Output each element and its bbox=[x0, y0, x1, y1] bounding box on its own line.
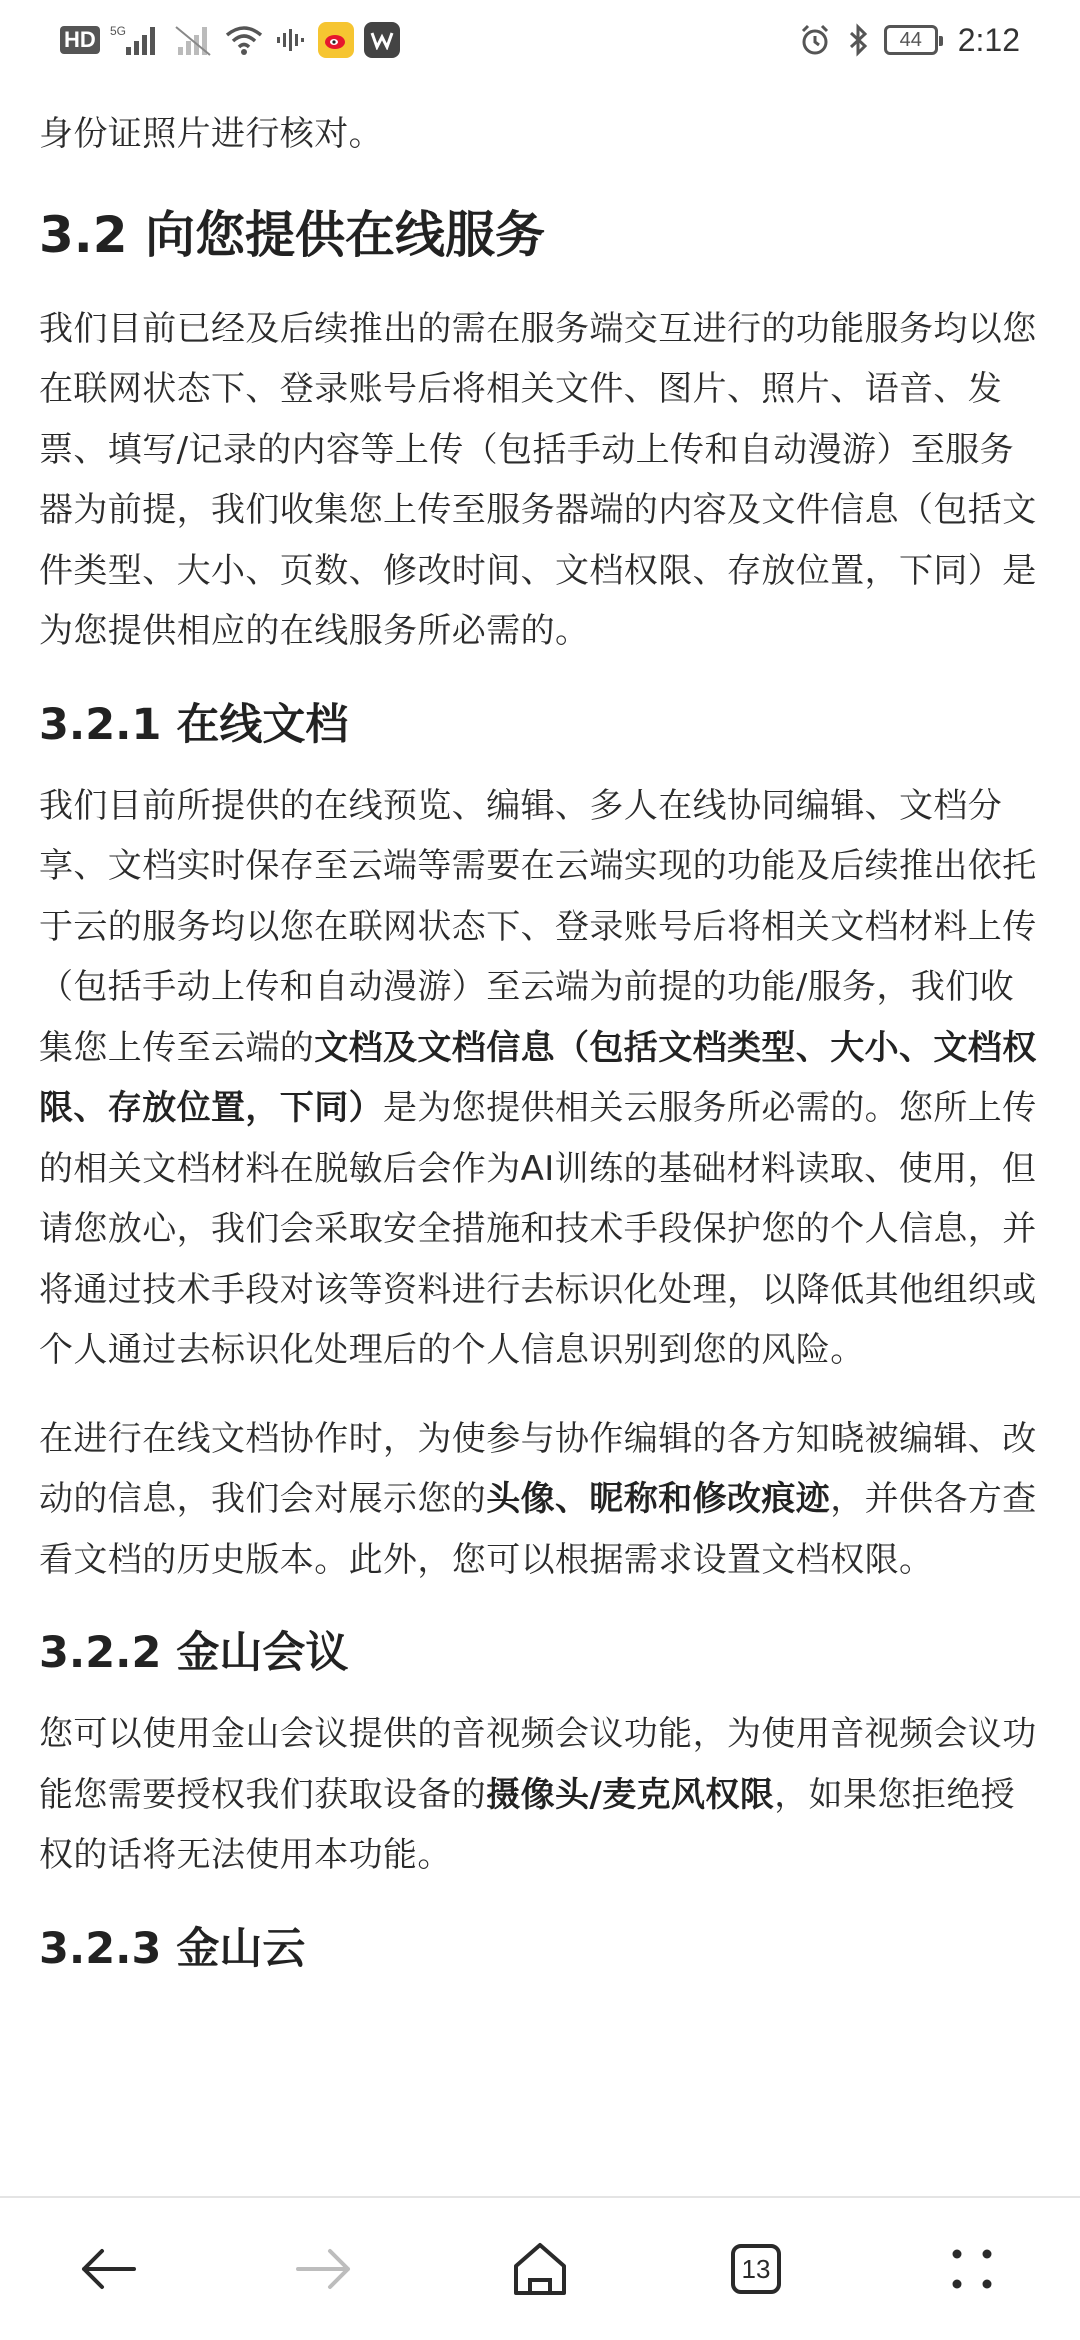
paragraph-text: 我们目前所提供的在线预览、编辑、多人在线协同编辑、文档分享、文档实时保存至云端等需要在云端实现的功能及后续推出依托于云的服务均以您在联网状态下、登录账号后将相关文档材料上传（包括手动上传和自动漫游）至云端为前提的功能/服务，我们收集您上传至云端的 bbox=[39, 785, 1037, 1068]
status-left-group bbox=[60, 22, 400, 58]
paragraph-text: 是为您提供相关云服务所必需的。您所上传的相关文档材料在脱敏后会作为AI训练的基础材料读取、使用，但请您放心，我们会采取安全措施和技术手段保护您的个人信息，并将通过技术手段对该等资料进行去标识化处理，以降低其他组织或个人通过去标识化处理后的个人信息识别到您的风险。 bbox=[39, 1088, 1037, 1370]
status-right-group bbox=[798, 22, 1020, 59]
forward-button[interactable] bbox=[269, 2214, 379, 2324]
signal-sim2-icon bbox=[174, 23, 214, 57]
subsection-heading: 3.2.2 金山会议 bbox=[39, 1628, 349, 1678]
home-icon bbox=[510, 2240, 570, 2298]
bold-emphasis: 摄像头/麦克风权限 bbox=[486, 1774, 775, 1815]
audio-wave-icon bbox=[274, 23, 308, 57]
section-heading: 3.2 向您提供在线服务 bbox=[39, 205, 545, 264]
subsection-heading-partial: 3.2.3 金山云 bbox=[39, 1923, 306, 1974]
back-button[interactable] bbox=[53, 2214, 163, 2324]
home-button[interactable] bbox=[485, 2214, 595, 2324]
back-arrow-icon bbox=[78, 2244, 138, 2294]
status-time: 2:12 bbox=[957, 21, 1020, 58]
paragraph-text: ，如果您拒绝授权的话将无法使用本功能。 bbox=[39, 1774, 1016, 1875]
wifi-icon bbox=[224, 23, 264, 57]
paragraph-text: 在进行在线文档协作时，为使参与协作编辑的各方知晓被编辑、改动的信息，我们会对展示您的 bbox=[39, 1418, 1037, 1519]
article-paragraph bbox=[39, 776, 1041, 1381]
hd-voice-icon: HD bbox=[60, 26, 100, 54]
bold-emphasis: 文档及文档信息（包括文档类型、大小、文档权限、存放位置，下同） bbox=[39, 1027, 1037, 1128]
signal-5g-icon bbox=[110, 23, 164, 57]
weibo-app-icon bbox=[318, 22, 354, 58]
network-type-label: 5G bbox=[109, 24, 126, 38]
article-paragraph bbox=[39, 1409, 1041, 1591]
article-paragraph bbox=[39, 1704, 1041, 1886]
paragraph-text: 身份证照片进行核对。 bbox=[39, 114, 383, 154]
paragraph-text: 您可以使用金山会议提供的音视频会议功能，为使用音视频会议功能您需要授权我们获取设备的 bbox=[39, 1714, 1037, 1815]
article-paragraph bbox=[39, 104, 1041, 165]
tabs-button[interactable] bbox=[701, 2214, 811, 2324]
bluetooth-icon bbox=[846, 23, 870, 57]
browser-bottom-toolbar bbox=[0, 2196, 1080, 2340]
tabs-icon: 13 bbox=[731, 2244, 781, 2294]
more-menu-button[interactable] bbox=[917, 2214, 1027, 2324]
wps-app-icon bbox=[364, 22, 400, 58]
battery-icon: 44 bbox=[884, 25, 938, 55]
more-icon bbox=[947, 2244, 997, 2294]
bold-emphasis: 头像、昵称和修改痕迹 bbox=[486, 1479, 831, 1519]
forward-arrow-icon bbox=[294, 2244, 354, 2294]
alarm-icon bbox=[798, 23, 832, 57]
paragraph-text: ，并供各方查看文档的历史版本。此外，您可以根据需求设置文档权限。 bbox=[39, 1479, 1037, 1580]
subsection-heading: 3.2.1 在线文档 bbox=[39, 699, 349, 750]
status-bar bbox=[0, 0, 1080, 80]
article-paragraph: 我们目前已经及后续推出的需在服务端交互进行的功能服务均以您在联网状态下、登录账号后将相关文件、图片、照片、语音、发票、填写/记录的内容等上传（包括手动上传和自动漫游）至服务器为前提，我们收集您上传至服务器端的内容及文件信息（包括文件类型、大小、页数、修改时间、文档权限、存放位置，下同）是为您提供相应的在线服务所必需的。 bbox=[39, 308, 1037, 651]
